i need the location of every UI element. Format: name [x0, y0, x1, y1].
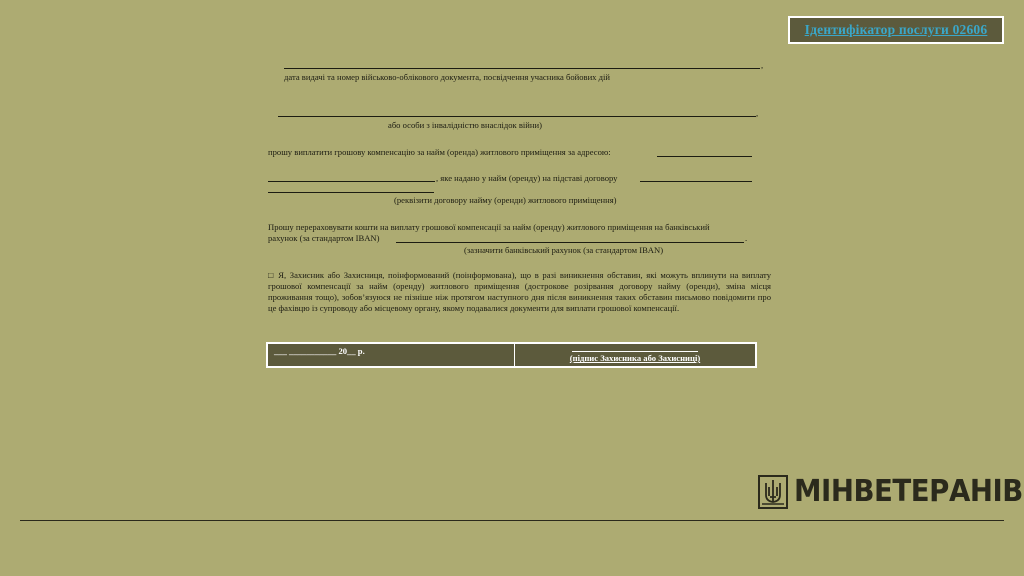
transfer-text-line1: Прошу перераховувати кошти на виплату грошової компенсації за найм (оренду) житлового приміщення на банківський: [268, 222, 710, 232]
line2-comma: ,: [756, 108, 759, 118]
signature-label: (підпис Захисника або Захисниці): [569, 353, 701, 363]
line1-comma: ,: [761, 60, 764, 70]
iban-blank: [396, 242, 744, 243]
signature-table: [266, 342, 757, 368]
address-continuation-blank: [268, 181, 435, 182]
disability-caption: або особи з інвалідністю внаслідок війни): [388, 120, 542, 130]
lease-caption: (реквізити договору найму (оренди) житлового приміщення): [394, 195, 617, 205]
iban-caption: (зазначити банківський рахунок (за стандартом IBAN): [464, 245, 664, 255]
service-id-link[interactable]: Ідентифікатор послуги 02606: [804, 22, 988, 37]
consent-text: Я, Захисник або Захисниця, поінформований (поінформована), що в разі виникнення обставин, які можуть вплинути на виплату грошової компенсації за найм (оренду) житлового приміщення (дострокове розірвання договору найму (оренди), зміна місця проживання тощо), зобов’язуюся не пізніше ніж протягом наступного дня після виникнення таких обставин письмово повідомити про це фахівцю із супроводу або місцевому органу, якому подавалися документи для виплати грошової компенсації.: [268, 270, 771, 313]
consent-paragraph: [268, 270, 771, 314]
consent-checkbox[interactable]: □: [268, 270, 275, 280]
lease-contract-blank: [640, 181, 752, 182]
ministry-logo-text: МІНВЕТЕРАНІВ: [794, 474, 1023, 509]
lease-contract-continuation-blank: [268, 192, 434, 193]
bottom-divider: [20, 520, 1004, 521]
signature-cell: [515, 344, 755, 366]
lease-basis-text: , яке надано у найм (оренду) на підставі договору: [436, 173, 618, 183]
request-address-text: прошу виплатити грошову компенсацію за найм (оренда) житлового приміщення за адресою:: [268, 147, 611, 157]
trident-emblem-icon: [758, 475, 788, 509]
disability-blank: [278, 116, 756, 117]
transfer-text-line2: рахунок (за стандартом IBAN): [268, 233, 380, 243]
date-template: ___ ___________ 20__ р.: [274, 346, 365, 356]
ministry-logo: [758, 474, 1024, 510]
address-blank: [657, 156, 752, 157]
military-document-caption: дата видачі та номер військово-облікового документа, посвідчення учасника бойових дій: [284, 72, 610, 82]
service-id-box: [788, 16, 1004, 44]
transfer-period: .: [745, 233, 748, 243]
date-cell: [268, 344, 515, 366]
military-document-blank: [284, 68, 760, 69]
signature-blank: [572, 350, 698, 352]
